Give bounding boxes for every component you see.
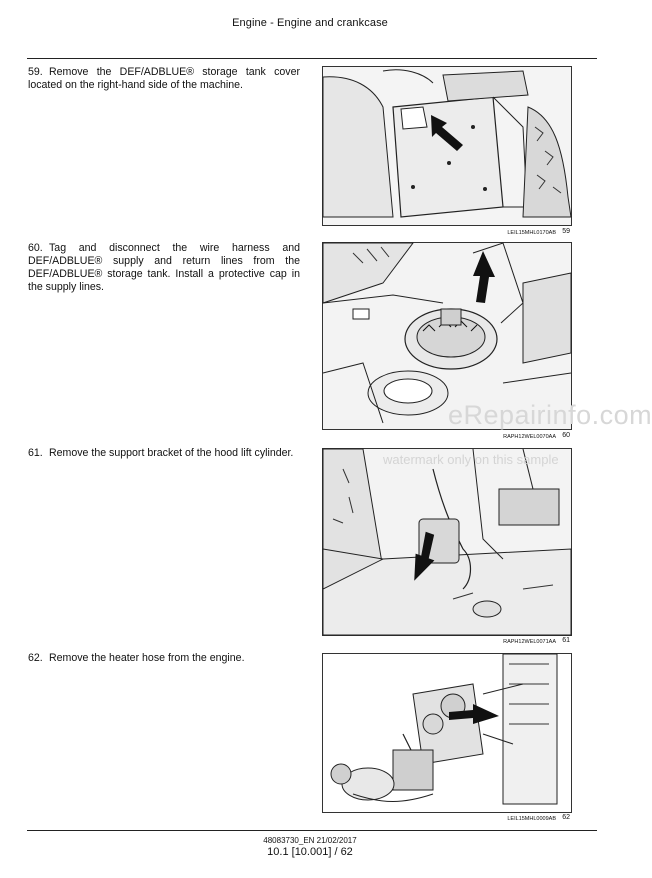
step-number: 62. <box>28 652 43 664</box>
step-text: Remove the DEF/ADBLUE® storage tank cover located on the right-hand side of the machine. <box>28 66 300 91</box>
figure-59 <box>322 66 572 226</box>
figure-number: 61 <box>562 637 570 644</box>
heater-hose-illustration <box>323 654 571 812</box>
figure-59-caption <box>322 227 570 239</box>
figure-62 <box>322 653 572 813</box>
figure-code: LEIL15MHL0009AB <box>507 816 556 822</box>
footer-page-ref: 10.1 [10.001] / 62 <box>267 846 353 858</box>
step-61 <box>28 447 300 460</box>
step-62 <box>28 652 300 665</box>
step-text: Remove the heater hose from the engine. <box>49 652 245 664</box>
step-59 <box>28 66 300 92</box>
figure-code: RAPH12WEL0071AA <box>503 639 556 645</box>
step-number: 60. <box>28 242 43 254</box>
figure-number: 62 <box>562 814 570 821</box>
page-header: Engine - Engine and crankcase <box>232 17 388 29</box>
figure-number: 60 <box>562 432 570 439</box>
step-text: Remove the support bracket of the hood lift cylinder. <box>49 447 294 459</box>
step-number: 59. <box>28 66 43 78</box>
step-60 <box>28 242 300 294</box>
step-text: Tag and disconnect the wire harness and DEF/ADBLUE® supply and return lines from the DEF/ADBLUE® storage tank. Install a protective cap in the supply lines. <box>28 242 300 293</box>
figure-60 <box>322 242 572 430</box>
step-number: 61. <box>28 447 43 459</box>
figure-code: LEIL15MHL0170AB <box>507 230 556 236</box>
footer-rule <box>27 830 597 831</box>
def-tank-top-illustration <box>323 243 571 429</box>
figure-code: RAPH12WEL0070AA <box>503 434 556 440</box>
machine-side-illustration <box>323 67 571 225</box>
header-rule <box>27 58 597 59</box>
footer-doc-id: 48083730_EN 21/02/2017 <box>263 836 357 845</box>
watermark-site: eRepairinfo.com <box>448 400 652 430</box>
watermark-note: watermark only on this sample <box>383 452 559 467</box>
figure-60-caption <box>322 431 570 443</box>
figure-62-caption <box>322 813 570 825</box>
figure-61 <box>322 448 572 636</box>
engine-bay-illustration <box>323 449 571 635</box>
figure-61-caption <box>322 636 570 648</box>
figure-number: 59 <box>562 228 570 235</box>
